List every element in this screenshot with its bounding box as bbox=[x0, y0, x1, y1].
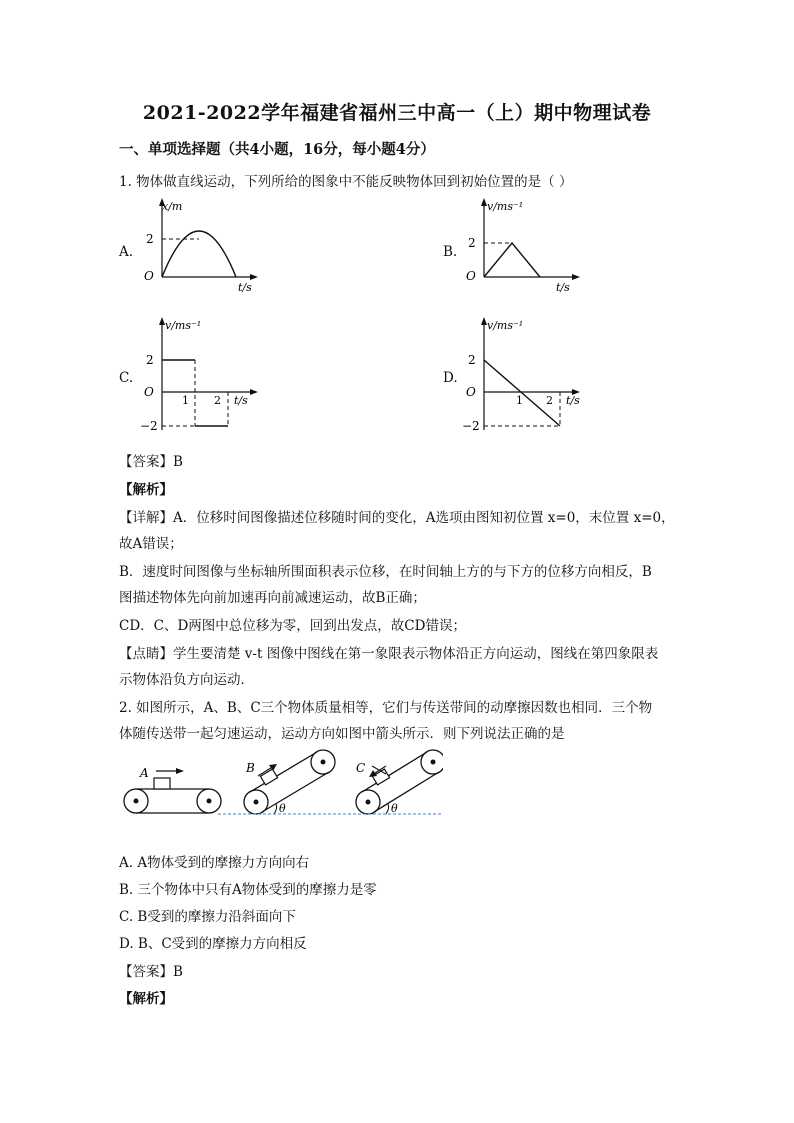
graph-c-ytick-neg: −2 bbox=[140, 419, 158, 433]
graph-d-vt bbox=[462, 312, 587, 437]
theta-c: θ bbox=[391, 802, 398, 815]
graph-c-xlabel: t/s bbox=[234, 394, 248, 407]
graph-b-xlabel: t/s bbox=[556, 281, 570, 294]
q1-answer: 【答案】B bbox=[119, 454, 183, 470]
graph-d-xtick-2: 2 bbox=[546, 394, 553, 407]
theta-b: θ bbox=[279, 802, 286, 815]
q1-detail-4: 图描述物体先向前加速再向前减速运动，故B正确； bbox=[119, 590, 426, 606]
question-2-stem-1: 2. 如图所示，A、B、C三个物体质量相等，它们与传送带间的动摩擦因数也相同．三个物 bbox=[119, 700, 653, 716]
graph-b-x-arrow bbox=[572, 274, 580, 280]
q2-analysis-heading: 【解析】 bbox=[119, 991, 173, 1007]
graph-b-line bbox=[484, 243, 540, 277]
q1-tip-1: 【点睛】学生要清楚 v-t 图像中图线在第一象限表示物体沿正方向运动，图线在第四象限表 bbox=[119, 646, 659, 662]
graph-d-xtick-1: 1 bbox=[516, 394, 523, 407]
graph-b-label: B. bbox=[443, 244, 458, 260]
page-title: 2021-2022学年福建省福州三中高一（上）期中物理试卷 bbox=[142, 102, 652, 124]
graph-a-curve bbox=[162, 231, 236, 277]
incline-belt-c bbox=[356, 750, 443, 815]
graph-c-origin: O bbox=[144, 385, 154, 399]
incline-belt-b bbox=[244, 750, 335, 815]
graph-c-x-arrow bbox=[250, 389, 258, 395]
graph-d-ytick-pos: 2 bbox=[468, 353, 476, 367]
q1-detail-2: 故A错误； bbox=[119, 536, 183, 552]
graph-a-ylabel: x/m bbox=[162, 200, 183, 213]
graph-a-label: A. bbox=[119, 244, 134, 260]
graph-d-label: D. bbox=[443, 370, 458, 386]
q1-detail-5: CD．C、D两图中总位移为零，回到出发点，故CD错误； bbox=[119, 618, 466, 634]
graph-c-label: C. bbox=[119, 370, 134, 386]
section-heading: 一、单项选择题（共4小题，16分，每小题4分） bbox=[119, 141, 435, 158]
graph-c-xtick-2: 2 bbox=[214, 394, 221, 407]
graph-d-ylabel: v/ms⁻¹ bbox=[487, 319, 524, 332]
graph-c-ylabel: v/ms⁻¹ bbox=[165, 319, 202, 332]
label-c: C bbox=[356, 761, 366, 775]
q2-option-d: D. B、C受到的摩擦力方向相反 bbox=[119, 936, 307, 952]
horizontal-belt bbox=[124, 766, 221, 813]
q2-option-c: C. B受到的摩擦力沿斜面向下 bbox=[119, 909, 296, 925]
graph-b-ylabel: v/ms⁻¹ bbox=[487, 200, 524, 213]
q1-detail-3: B．速度时间图像与坐标轴所围面积表示位移，在时间轴上方的与下方的位移方向相反，B bbox=[119, 564, 652, 580]
graph-c-ytick-pos: 2 bbox=[146, 353, 154, 367]
graph-c-xtick-1: 1 bbox=[182, 394, 189, 407]
block-a bbox=[154, 778, 170, 789]
graph-a-x-arrow bbox=[250, 274, 258, 280]
graph-d-ytick-neg: −2 bbox=[462, 419, 480, 433]
conveyor-figure bbox=[118, 748, 443, 820]
q2-option-b: B. 三个物体中只有A物体受到的摩擦力是零 bbox=[119, 882, 377, 898]
graph-b-ytick: 2 bbox=[468, 236, 476, 250]
graph-b-origin: O bbox=[466, 269, 476, 283]
question-2-stem-2: 体随传送带一起匀速运动，运动方向如图中箭头所示．则下列说法正确的是 bbox=[119, 726, 565, 742]
graph-c-vt bbox=[140, 312, 265, 437]
question-1-stem: 1. 物体做直线运动，下列所给的图象中不能反映物体回到初始位置的是（ ） bbox=[119, 174, 573, 190]
graph-a-xt bbox=[140, 195, 265, 295]
graph-d-xlabel: t/s bbox=[566, 394, 580, 407]
graph-d-line bbox=[484, 360, 560, 426]
graph-a-origin: O bbox=[144, 269, 154, 283]
q1-tip-2: 示物体沿负方向运动． bbox=[119, 672, 254, 688]
graph-b-vt bbox=[462, 195, 587, 295]
label-b: B bbox=[246, 761, 255, 775]
label-a: A bbox=[140, 766, 149, 780]
q2-answer: 【答案】B bbox=[119, 964, 183, 980]
graph-a-ytick: 2 bbox=[146, 232, 154, 246]
q2-option-a: A. A物体受到的摩擦力方向向右 bbox=[119, 855, 310, 871]
q1-detail-1: 【详解】A．位移时间图像描述位移随时间的变化，A选项由图知初位置 x=0，末位置 x=0， bbox=[119, 510, 675, 526]
graph-d-origin: O bbox=[466, 385, 476, 399]
q1-analysis-heading: 【解析】 bbox=[119, 482, 173, 498]
block-b bbox=[260, 769, 277, 785]
graph-a-xlabel: t/s bbox=[238, 281, 252, 294]
